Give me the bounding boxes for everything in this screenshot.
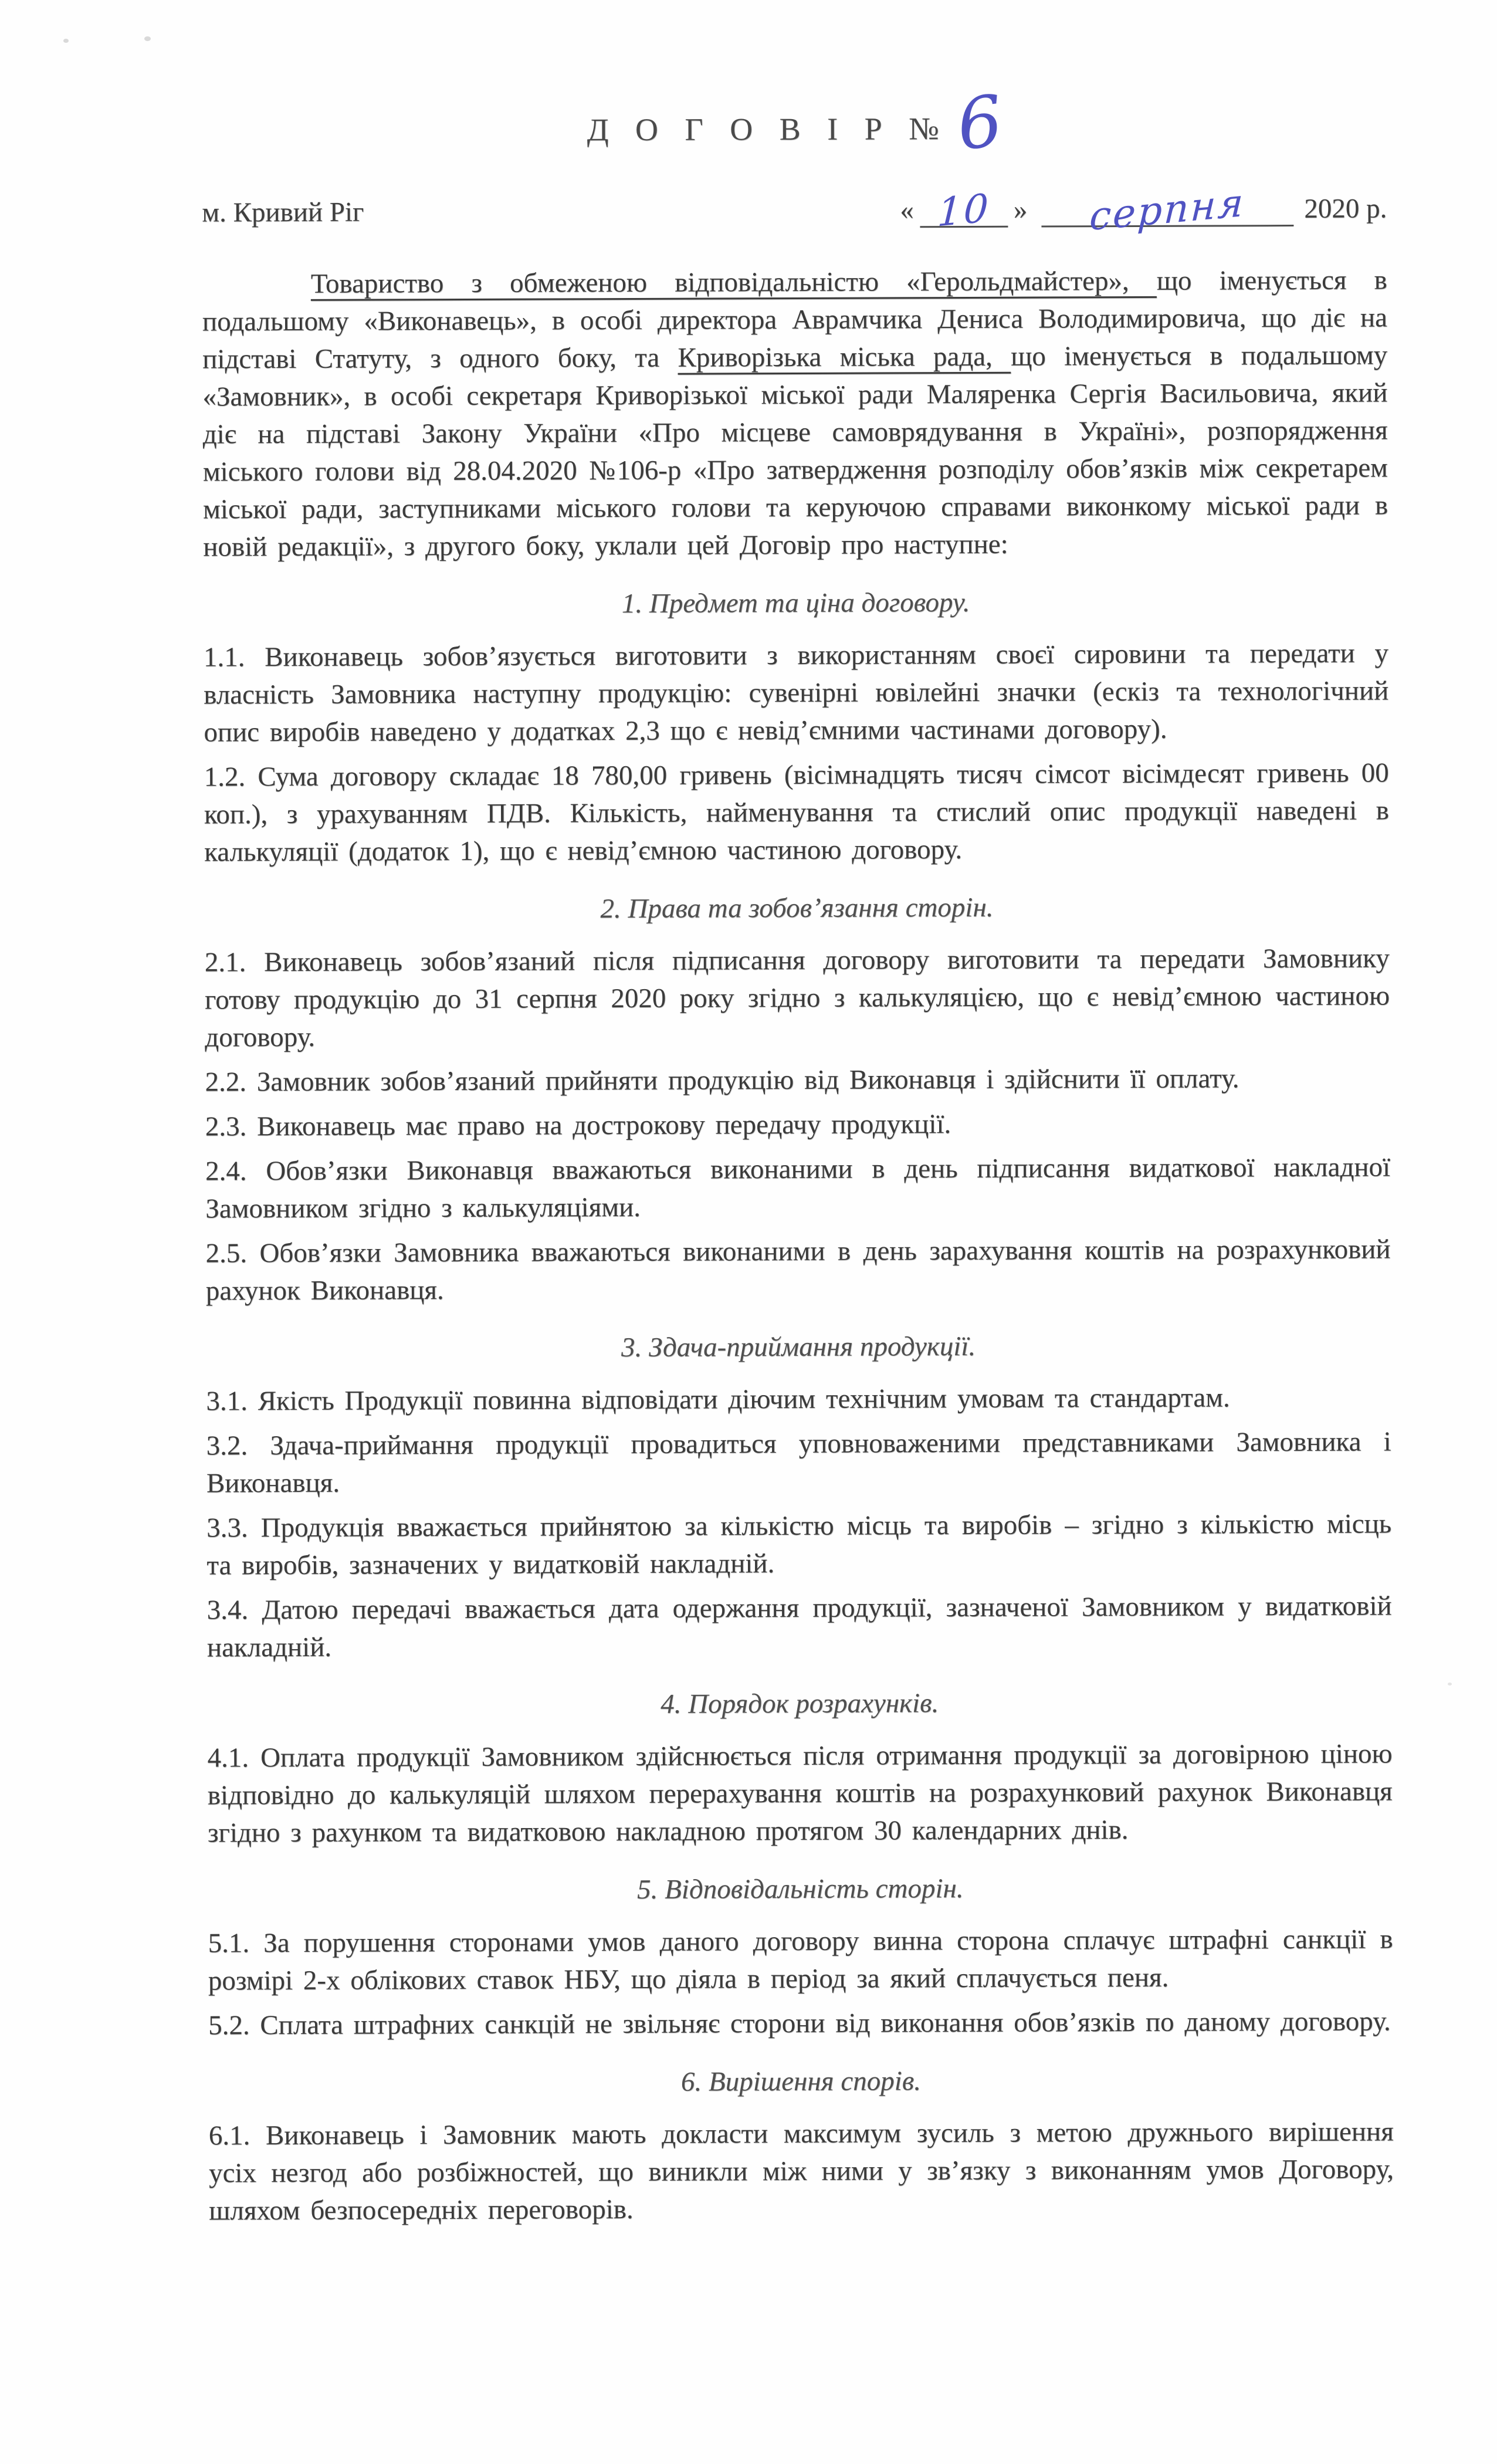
preamble-text: що іменується в подальшому «Виконавець», в особі директора Аврамчика Дениса Володимировича, що діє на підставі Статуту, з одного боку, та [202,265,1388,375]
contract-clause: 3.4. Датою передачі вважається дата одержання продукції, зазначеної Замовником у видатковій накладній. [206,1590,1392,1663]
contract-clause: 2.3. Виконавець має право на дострокову передачу продукції. [205,1109,951,1142]
quote-close: » [1013,194,1028,225]
contract-clause: 6.1. Виконавець і Замовник мають докласти максимум зусиль з метою дружнього вирішення усіх незгод або розбіжностей, що виникли між ними у зв’язку з виконанням умов Договору, шляхом безпосередніх переговорів. [208,2116,1394,2226]
day-blank [920,185,1008,236]
contract-clause: 3.1. Якість Продукції повинна відповідати діючим технічним умовам та стандартам. [206,1382,1230,1417]
contract-clause: 5.1. За порушення сторонами умов даного договору винна сторона сплачує штрафні санкції в розмірі 2-х облікових ставок НБУ, що діяла в період за який сплачується пеня. [208,1924,1393,1996]
quote-open: « [900,195,914,226]
year-label: 2020 р. [1304,193,1387,224]
preamble-paragraph [202,261,1388,566]
section-heading: 5. Відповідальність сторін. [637,1873,964,1905]
date-group [894,180,1387,240]
handwritten-contract-number: 6 [953,80,1007,167]
underlined-party-name: Товариство з обмеженою відповідальністю «Герольдмайстер», [310,265,1157,299]
section-heading: 4. Порядок розрахунків. [661,1688,939,1720]
contract-clause: 5.2. Сплата штрафних санкцій не звільняє сторони від виконання обов’язків по даному договору. [208,2006,1391,2041]
contract-title-row [202,80,1387,167]
contract-clause: 1.1. Виконавець зобов’язується виготовити з використанням своєї сировини та передати у власність Замовника наступну продукцію: сувенірні ювілейні значки (ескіз та технологічний опис виробів наведено у додатках 2,3 що є невід’ємними частинами договору). [203,638,1389,748]
contract-clause: 3.2. Здача-приймання продукції провадиться уповноваженими представниками Замовника і Виконавця. [206,1426,1391,1499]
contract-clause: 1.2. Сума договору складає 18 780,00 гривень (вісімнадцять тисяч сімсот вісімдесят гривень 00 коп.), з урахуванням ПДВ. Кількість, найменування та стислий опис продукції наведені в калькуляції (додаток 1), що є невід’ємною частиною договору. [204,757,1390,868]
scan-speck [1448,1683,1452,1685]
section-heading: 6. Вирішення спорів. [680,2066,922,2097]
underlined-party-name: Криворізька міська рада, [678,341,1011,373]
scan-speck [63,39,69,43]
handwritten-month: серпня [1088,180,1247,240]
contract-clause: 3.3. Продукція вважається прийнятою за кількістю місць та виробів – згідно з кількістю місць та виробів, зазначених у видатковій накладній. [206,1508,1392,1581]
contract-clause: 2.2. Замовник зобов’язаний прийняти продукцію від Виконавця і здійснити її оплату. [205,1063,1239,1098]
month-blank [1041,180,1293,240]
contract-clause: 2.1. Виконавець зобов’язаний після підписання договору виготовити та передати Замовнику готову продукцію до 31 серпня 2020 року згідно з калькуляцією, що є невід’ємною частиною договору. [204,943,1390,1053]
contract-clause: 2.4. Обов’язки Виконавця вважаються виконаними в день підписання видаткової накладної Замовником згідно з калькуляціями. [205,1152,1391,1224]
scan-speck [144,36,151,41]
contract-clause: 4.1. Оплата продукції Замовником здійснюється після отримання продукції за договірною ціною відповідно до калькуляцій шляхом перерахування коштів на розрахунковий рахунок Виконавця згідно з рахунком та видатковою накладною протягом 30 календарних днів. [207,1738,1393,1849]
contract-body [202,80,1394,2236]
contract-clause: 2.5. Обов’язки Замовника вважаються виконаними в день зарахування коштів на розрахунковий рахунок Виконавця. [205,1234,1391,1307]
place-and-date-line [202,180,1387,240]
handwritten-day: 10 [936,185,991,236]
contract-sections [204,585,1394,2229]
section-heading: 1. Предмет та ціна договору. [621,587,970,620]
section-heading: 2. Права та зобов’язання сторін. [600,892,994,925]
section-heading: 3. Здача-приймання продукції. [621,1331,976,1363]
preamble-text: що іменується в подальшому «Замовник», в особі секретаря Криворізької міської ради Маляренка Сергія Васильовича, який діє на підставі Закону України «Про місцеве самоврядування в Україні», розпорядження міського голови від 28.04.2020 №106-р «Про затвердження розподілу обов’язків між секретарем міської ради, заступниками міського голови та керуючою справами виконкому міської ради в новій редакції», з другого боку, уклали цей Договір про наступне: [202,340,1388,563]
city-label: м. Кривий Ріг [202,197,364,228]
contract-title: Д О Г О В І Р № [587,111,949,148]
